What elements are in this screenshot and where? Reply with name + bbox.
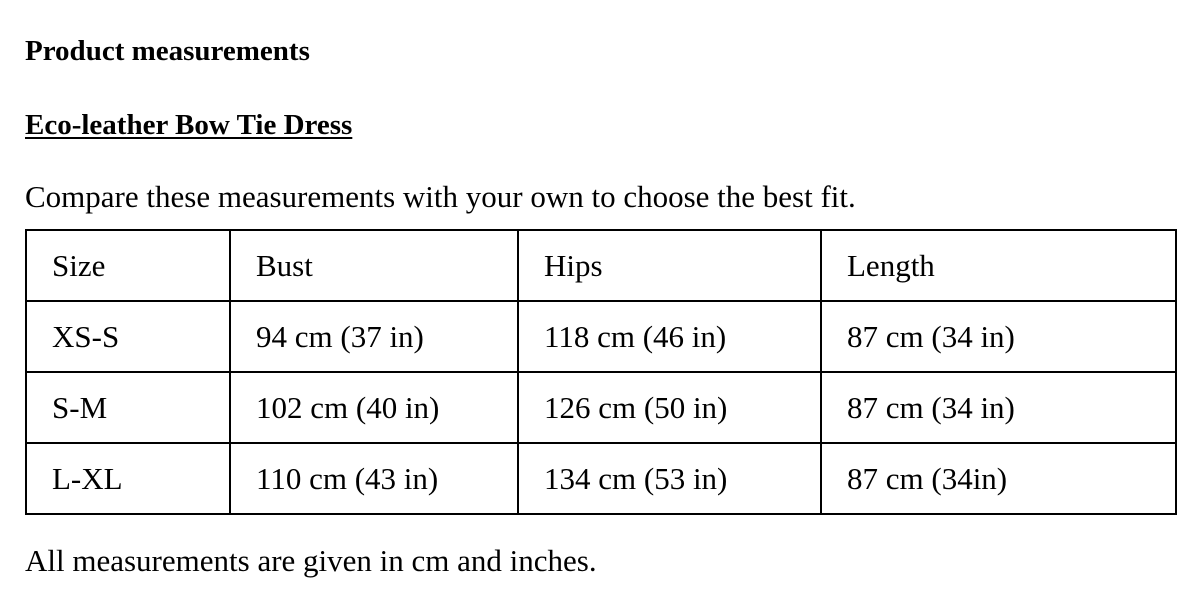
- header-hips: Hips: [518, 230, 821, 301]
- size-cell: L-XL: [26, 443, 230, 514]
- length-cell: 87 cm (34in): [821, 443, 1176, 514]
- footer-note: All measurements are given in cm and inches.: [25, 543, 597, 578]
- length-cell: 87 cm (34 in): [821, 372, 1176, 443]
- length-cell: 87 cm (34 in): [821, 301, 1176, 372]
- product-name: Eco-leather Bow Tie Dress: [25, 109, 353, 141]
- header-bust: Bust: [230, 230, 518, 301]
- hips-cell: 126 cm (50 in): [518, 372, 821, 443]
- size-cell: XS-S: [26, 301, 230, 372]
- table-row: [26, 443, 1176, 514]
- table-row: [26, 301, 1176, 372]
- hips-cell: 134 cm (53 in): [518, 443, 821, 514]
- table-header-row: [26, 230, 1176, 301]
- size-chart-table: [25, 229, 1177, 515]
- hips-cell: 118 cm (46 in): [518, 301, 821, 372]
- table-row: [26, 372, 1176, 443]
- page-title: Product measurements: [25, 35, 310, 67]
- size-cell: S-M: [26, 372, 230, 443]
- header-size: Size: [26, 230, 230, 301]
- bust-cell: 110 cm (43 in): [230, 443, 518, 514]
- bust-cell: 102 cm (40 in): [230, 372, 518, 443]
- bust-cell: 94 cm (37 in): [230, 301, 518, 372]
- header-length: Length: [821, 230, 1176, 301]
- intro-text: Compare these measurements with your own to choose the best fit.: [25, 179, 856, 214]
